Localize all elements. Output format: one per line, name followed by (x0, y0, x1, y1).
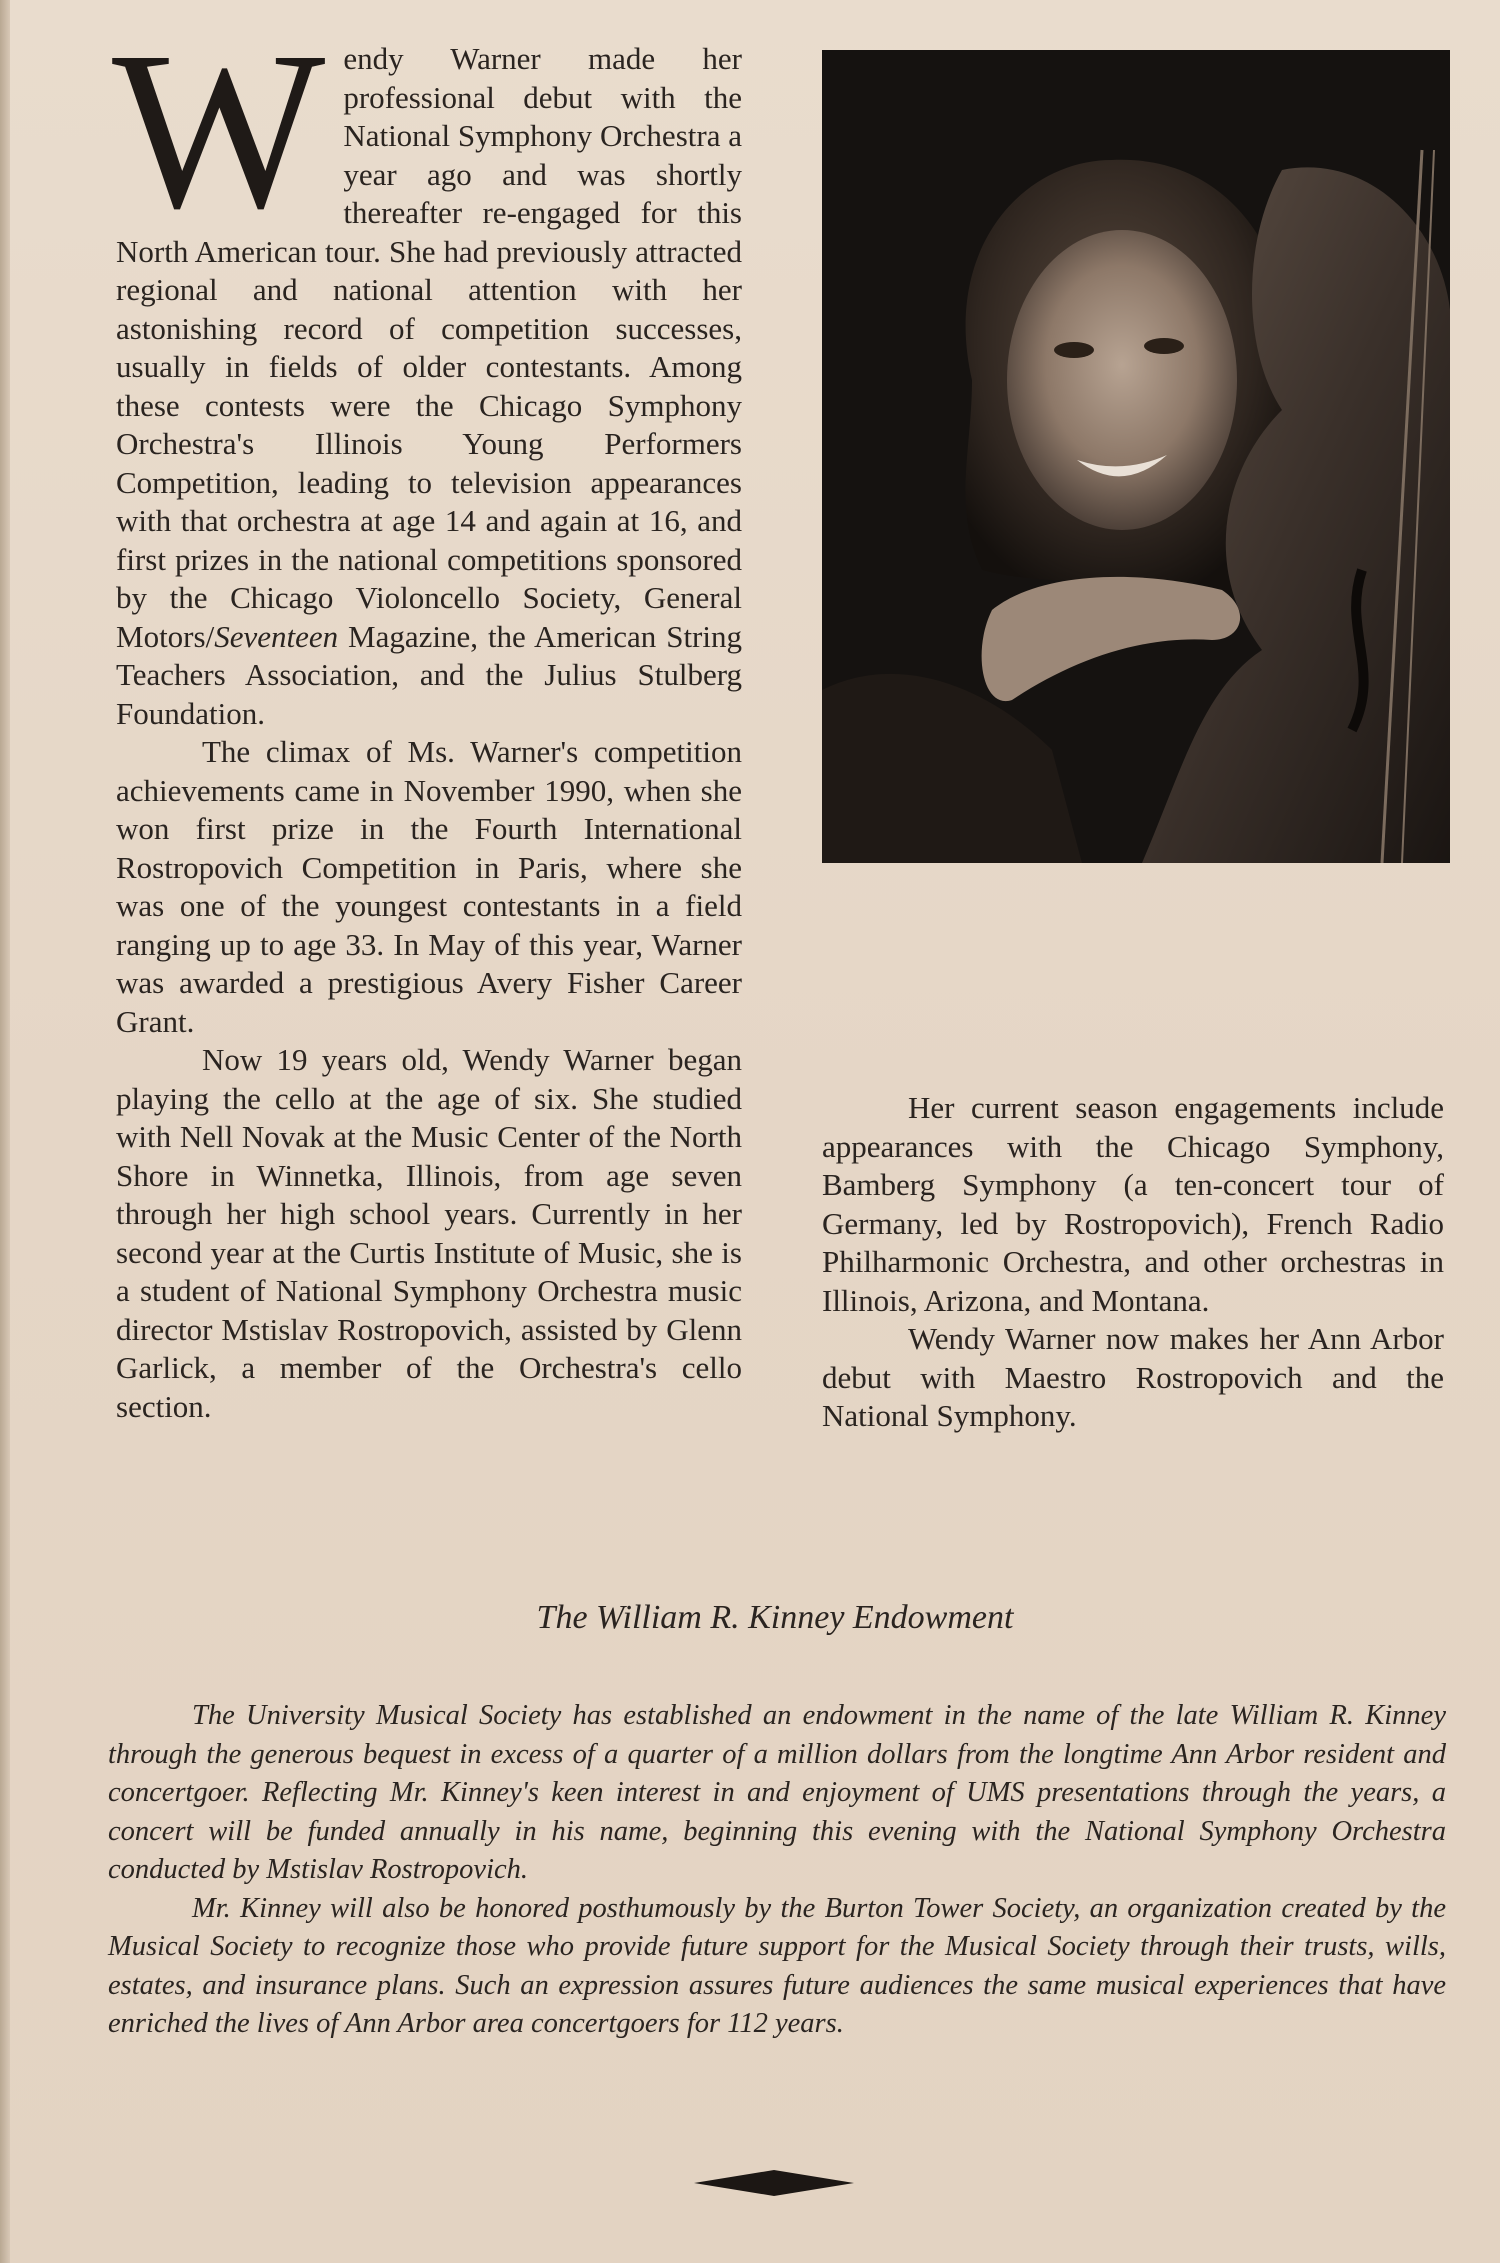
bio-column-left (112, 5, 742, 1426)
endowment-title: The William R. Kinney Endowment (536, 1599, 1014, 1636)
endowment-paragraph-2: Mr. Kinney will also be honored posthumously by the Burton Tower Society, an organization created by the Musical Society to recognize those who provide future support for the Musical Society through their trusts, wills, estates, and insurance plans. Such an expression assures future audiences the same musical experiences that have enriched the lives of Ann Arbor area concertgoers for 112 years. (108, 1892, 1446, 2039)
bio-paragraph-1 (112, 5, 742, 733)
bio-column-right (822, 1089, 1444, 1436)
bio-paragraph-4: Her current season engagements include appearances with the Chicago Symphony, Bamberg Symphony (a ten-concert tour of Germany, led by Rostropovich), French Radio Philharmonic Orchestra, and other orchestras in Illinois, Arizona, and Montana. (822, 1090, 1444, 1318)
bio-paragraph-1-end: Magazine, the American String Teachers Association, and the Julius Stulberg Foundation. (116, 618, 742, 731)
drop-cap: W (112, 5, 326, 255)
bio-paragraph-1-text: endy Warner made her professional debut with the National Symphony Orchestra a year ago and was shortly thereafter re-engaged for this North American tour. She had previously attracted regional and national attention with her astonishing record of competition successes, usually in fields of older contestants. Among these contests were the Chicago Symphony Orchestra's Illinois Young Performers Competition, leading to television appearances with that orchestra at age 14 and again at 16, and first prizes in the national competitions sponsored by the Chicago Violoncello Society, General Motors/ (116, 41, 742, 654)
magazine-name: Seventeen (214, 618, 339, 654)
portrait-illustration (822, 50, 1450, 863)
bio-paragraph-5: Wendy Warner now makes her Ann Arbor debut with Maestro Rostropovich and the National Symphony. (822, 1321, 1444, 1433)
bio-paragraph-3: Now 19 years old, Wendy Warner began playing the cello at the age of six. She studied with Nell Novak at the Music Center of the North Shore in Winnetka, Illinois, from age seven through her high school years. Currently in her second year at the Curtis Institute of Music, she is a student of National Symphony Orchestra music director Mstislav Rostropovich, assisted by Glenn Garlick, a member of the Orchestra's cello section. (116, 1042, 742, 1424)
bio-paragraph-2: The climax of Ms. Warner's competition achievements came in November 1990, when she won first prize in the Fourth International Rostropovich Competition in Paris, where she was one of the youngest contestants in a field ranging up to age 33. In May of this year, Warner was awarded a prestigious Avery Fisher Career Grant. (116, 734, 742, 1039)
endowment-body (108, 1697, 1446, 2044)
portrait-photo (822, 50, 1450, 863)
diamond-ornament-icon (694, 2170, 854, 2196)
endowment-paragraph-1: The University Musical Society has established an endowment in the name of the late William R. Kinney through the generous bequest in excess of a quarter of a million dollars from the longtime Ann Arbor resident and concertgoer. Reflecting Mr. Kinney's keen interest in and enjoyment of UMS presentations through the years, a concert will be funded annually in his name, beginning this evening with the National Symphony Orchestra conducted by Mstislav Rostropovich. (108, 1700, 1446, 1885)
binding-edge (0, 0, 10, 2263)
